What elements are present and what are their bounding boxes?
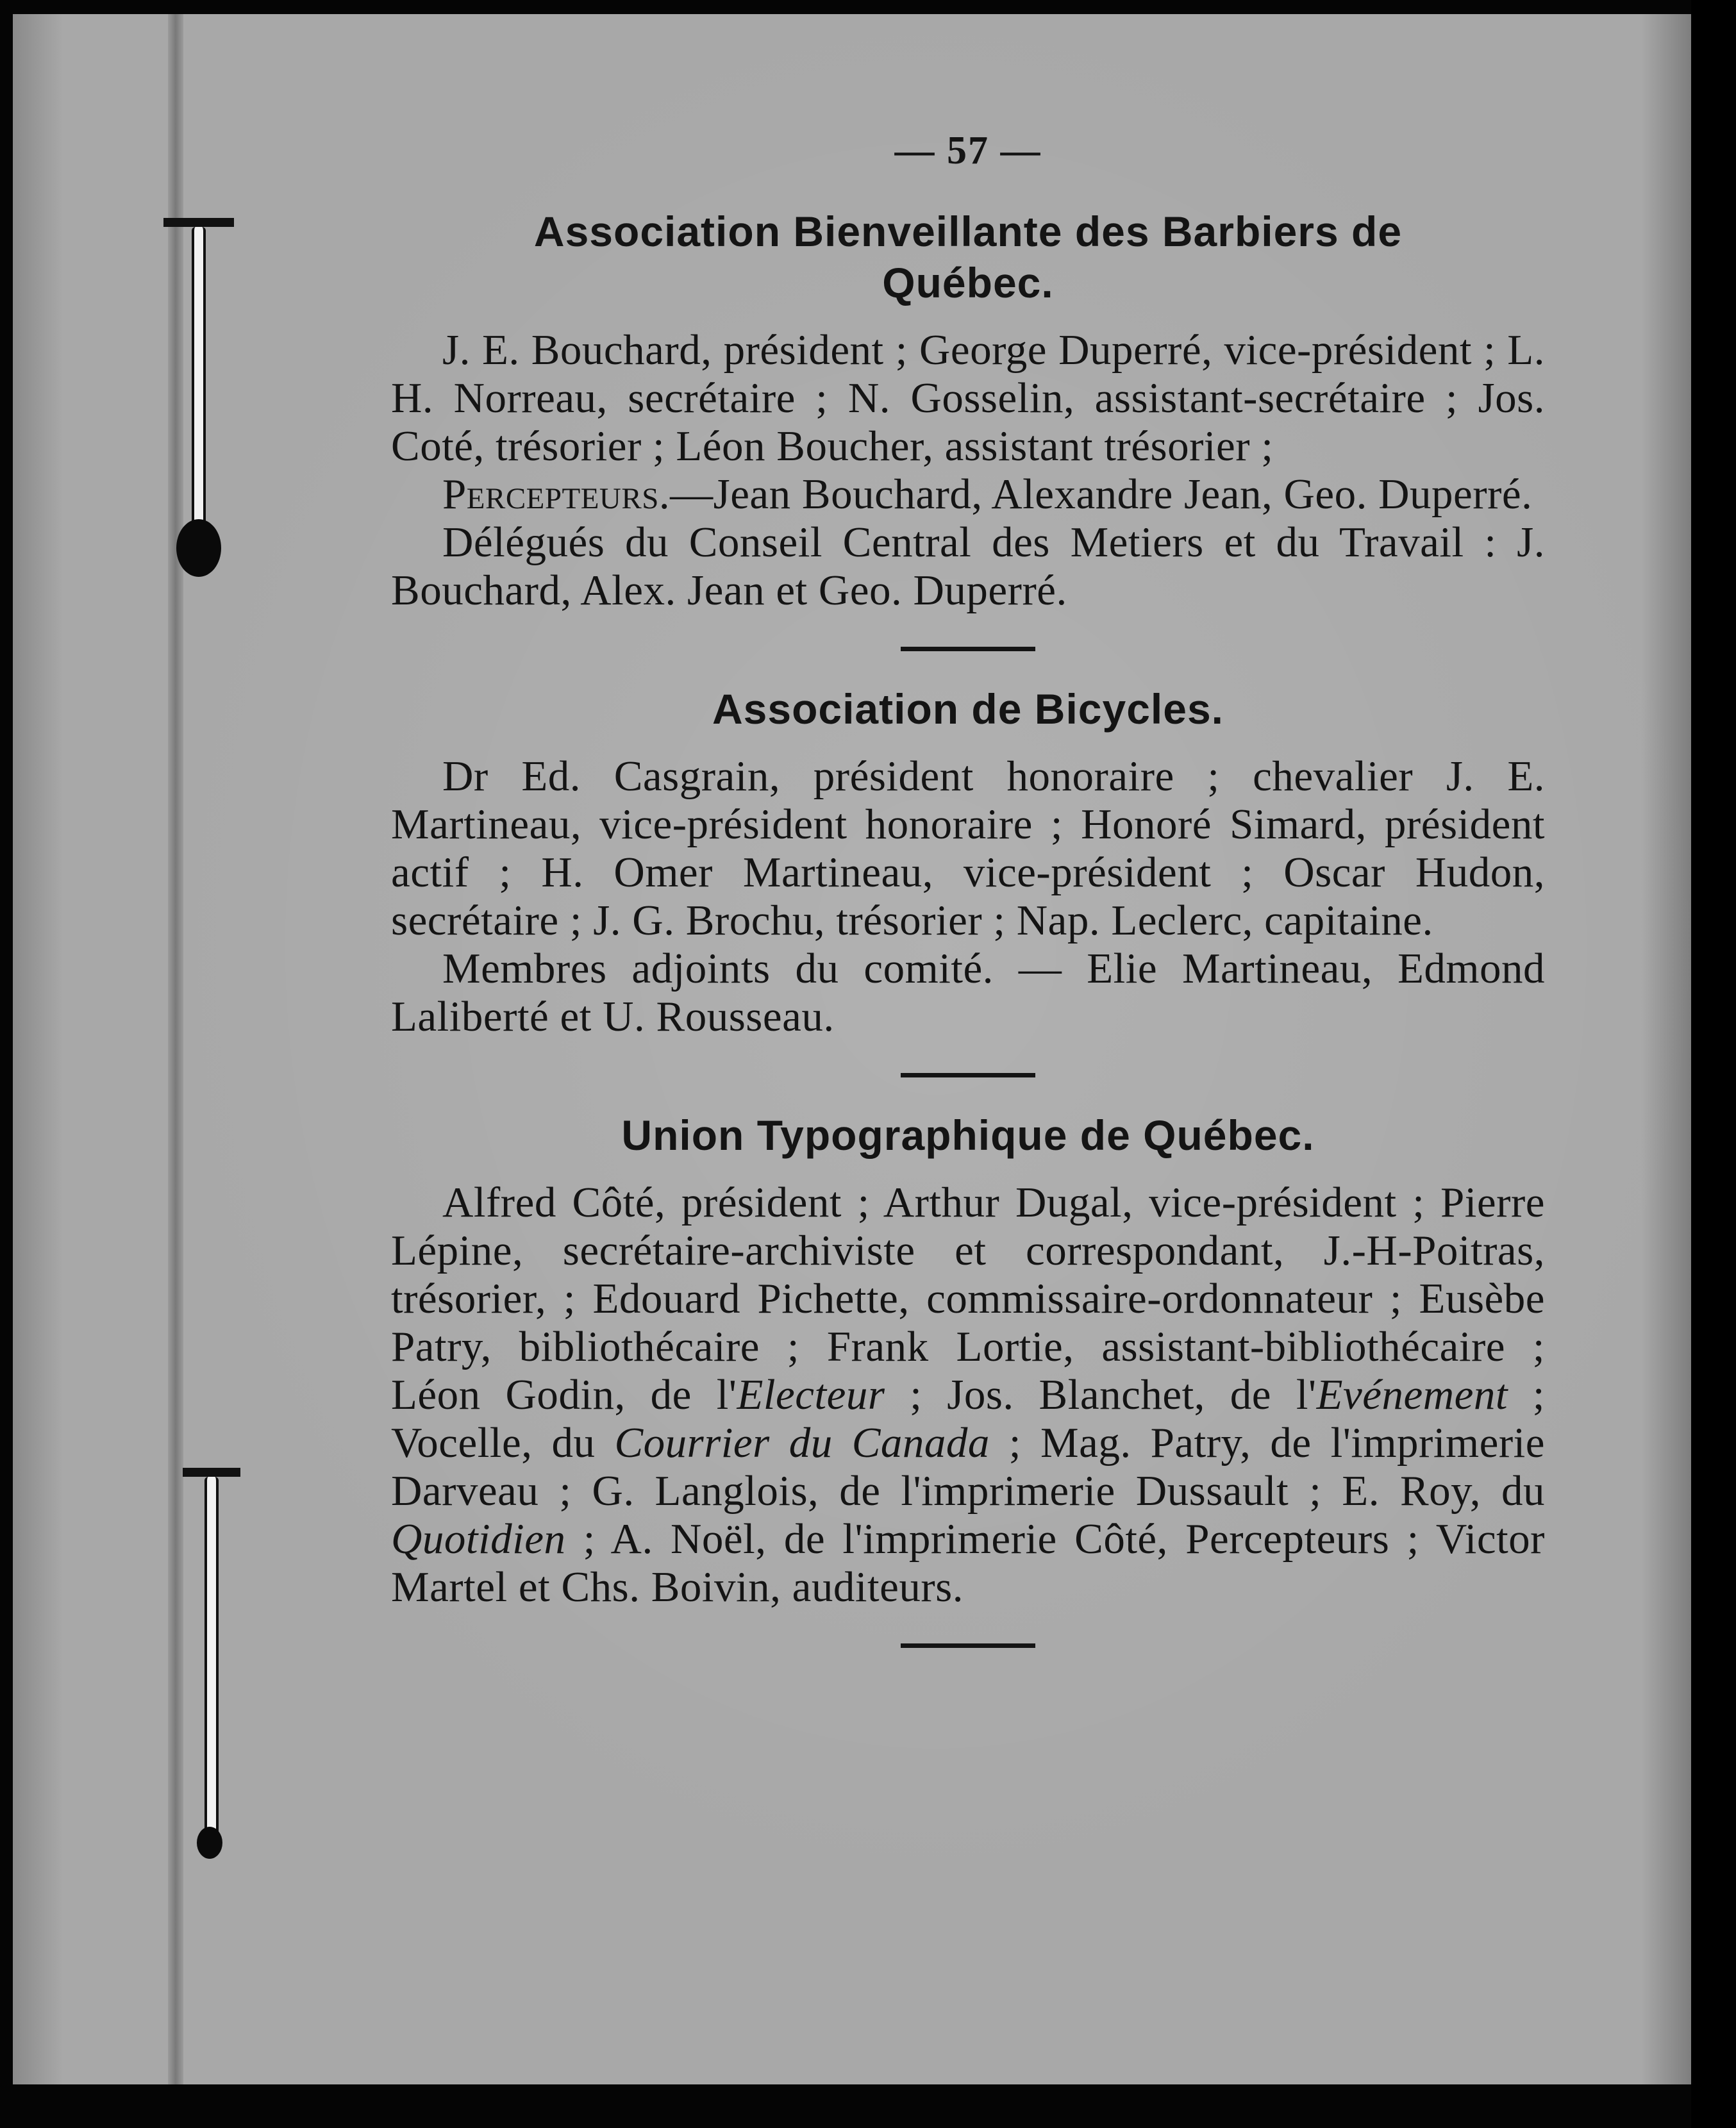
officers-paragraph: Dr Ed. Casgrain, président honoraire ; chevalier J. E. Martineau, vice-président honoraire ; Honoré Simard, président actif ; H. Omer Martineau, vice-président ; Oscar Hudon, secrétaire ; J. G. Brochu, trésorier ; Nap. Leclerc, capitaine. [391,752,1545,944]
section-divider [901,647,1035,651]
text-run: ; Vocelle, du [391,1371,1545,1467]
text-run: ; Mag. Patry, de l'imprimerie Darveau ; G. Langlois, de l'imprimerie Dussault ; E. Roy, du [391,1419,1545,1515]
text-run: ; Jos. Blanchet, de l' [885,1371,1317,1418]
delegates-paragraph: Délégués du Conseil Central des Metiers et du Travail : J. Bouchard, Alex. Jean et Geo. Duperré. [391,519,1545,614]
officers-paragraph: J. E. Bouchard, président ; George Duperré, vice-président ; L. H. Norreau, secrétaire ; N. Gosselin, assistant-secrétaire ; Jos. Coté, trésorier ; Léon Boucher, assistant trésorier ; [391,326,1545,470]
committee-paragraph: Membres adjoints du comité. — Elie Martineau, Edmond Laliberté et U. Rousseau. [391,945,1545,1040]
section-heading: Union Typographique de Québec. [621,1111,1315,1159]
newspaper-title: Electeur [737,1371,885,1418]
officers-paragraph [391,1179,1545,1611]
scan-edge [1691,0,1736,2128]
section-barbiers [391,206,1545,615]
section-divider [901,1643,1035,1648]
page-content [391,128,1545,1680]
heading-line: Québec. [882,259,1054,306]
text-run: Alfred Côté, président ; Arthur Dugal, vice-président ; Pierre Lépine, secrétaire-archiviste et correspondant, J.-H-Poitras, trésorier, ; Edouard Pichette, commissaire-ordonnateur ; Eusèbe Patry, bibliothécaire ; Frank Lortie, assistant-bibliothécaire ; Léon Godin, de l' [391,1179,1545,1418]
newspaper-title: Courrier du Canada [614,1419,990,1467]
newspaper-title: Evénement [1316,1371,1508,1418]
section-heading [391,206,1545,308]
binding-stitch-bottom [183,1468,240,1865]
page-number: — 57 — [894,129,1042,172]
section-divider [901,1073,1035,1077]
collectors-label: Percepteurs. [442,470,671,518]
binding-stitch-top [163,218,234,596]
text-run: ; A. Noël, de l'imprimerie Côté, Percepteurs ; Victor Martel et Chs. Boivin, auditeurs. [391,1515,1545,1611]
section-typographique [391,1110,1545,1611]
heading-line: Association Bienveillante des Barbiers de [533,208,1403,255]
collectors-paragraph [391,470,1545,519]
section-heading: Association de Bicycles. [712,685,1224,733]
collectors-text: —Jean Bouchard, Alexandre Jean, Geo. Duperré. [670,470,1533,518]
newspaper-title: Quotidien [391,1515,566,1563]
section-bicycles [391,683,1545,1041]
